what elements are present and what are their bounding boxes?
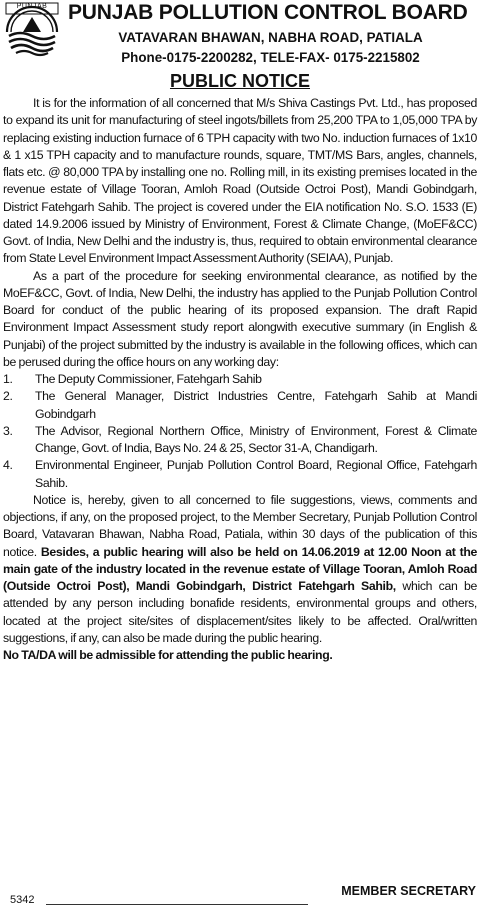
office-list <box>3 371 477 492</box>
list-item-number: 3. <box>3 423 13 438</box>
hearing-text-end: which can be attended by any person including bonafide residents, environmental groups and others, located at the project site/sites of displacement/sites likely to be affected. Oral/written suggestions, if any, can also be made during the public hearing. <box>3 579 477 645</box>
board-phone: Phone-0175-2200282, TELE-FAX- 0175-2215802 <box>121 50 420 65</box>
paragraph-intro: It is for the information of all concerned that M/s Shiva Castings Pvt. Ltd., has proposed to expand its unit for manufacturing of steel ingots/billets from 25,200 TPA to 1,05,000 TPA by replacing existing induction furnace of 6 TPH capacity with two No. induction furnaces of 1x10 & 1 x15 TPH capacity and to manufacture rounds, square, TMT/MS Bars, angles, channels, flats etc. @ 80,000 TPA by installing one no. Rolling mill, in its existing premises located in the revenue estate of Village Tooran, Amloh Road (Outside Octroi Post), Mandi Gobindgarh, District Fatehgarh Sahib. The project is covered under the EIA notification No. S.O. 1533 (E) dated 14.9.2006 issued by Ministry of Environment, Forest & Climate Change, (MoEF&CC) Govt. of India, New Delhi and the industry is, thus, required to obtain environmental clearance from State Level Environment Impact Assessment Authority (SEIAA), Punjab. <box>3 96 477 266</box>
list-item-number: 1. <box>3 372 13 386</box>
paragraph-hearing <box>3 492 477 647</box>
list-item-text: The General Manager, District Industries Centre, Fatehgarh Sahib at Mandi Gobindgarh <box>35 389 477 421</box>
list-item <box>3 457 477 492</box>
notice-title: PUBLIC NOTICE <box>169 71 310 91</box>
list-item-number: 2. <box>3 389 13 404</box>
list-item <box>3 423 477 458</box>
list-item-number: 4. <box>3 458 13 473</box>
board-address: VATAVARAN BHAWAN, NABHA ROAD, PATIALA <box>118 30 423 45</box>
footer-rule <box>46 904 308 905</box>
reference-number: 5342 <box>10 894 35 906</box>
hearing-text-start: Notice is, hereby, given to all concerned to file suggestions, views, comments and objections, if any, on the proposed project, to the Member Secretary, Punjab Pollution Control Board, Vatavaran Bhawan, Nabha Road, Patiala, within 30 days of the publication of this notice. <box>3 492 477 559</box>
notice-body <box>3 95 477 664</box>
board-title: PUNJAB POLLUTION CONTROL BOARD <box>68 1 468 24</box>
ppcb-logo <box>3 2 61 58</box>
list-item-text: Environmental Engineer, Punjab Pollution Control Board, Regional Office, Fatehgarh Sahib. <box>35 458 477 490</box>
list-item-text: The Deputy Commissioner, Fatehgarh Sahib <box>35 372 262 386</box>
hearing-details-bold: Besides, a public hearing will also be held on 14.06.2019 at 12.00 Noon at the main gate of the industry located in the revenue estate of Village Tooran, Amloh Road (Outside Octroi Post), Mandi Gobindgarh, District Fatehgarh Sahib, <box>3 544 478 593</box>
signatory: MEMBER SECRETARY <box>341 884 476 898</box>
list-item-text: The Advisor, Regional Northern Office, Ministry of Environment, Forest & Climate Change, Govt. of India, Bays No. 24 & 25, Sector 31-A, Chandigarh. <box>35 423 477 455</box>
closing-note: No TA/DA will be admissible for attending the public hearing. <box>3 648 333 662</box>
notice-header <box>0 0 480 96</box>
paragraph-procedure: As a part of the procedure for seeking environmental clearance, as notified by the MoEF&CC, Govt. of India, New Delhi, the industry has applied to the Punjab Pollution Control Board for conduct of the public hearing of its proposed expansion. The draft Rapid Environment Impact Assessment study report alongwith executive summary (in English & Punjabi) of the project submitted by the industry is available in the following offices, which can be perused during the office hours on any working day: <box>3 268 477 369</box>
list-item <box>3 388 477 423</box>
logo-label: PUNJAB <box>16 3 48 10</box>
notice-footer <box>0 880 480 910</box>
list-item <box>3 371 477 388</box>
